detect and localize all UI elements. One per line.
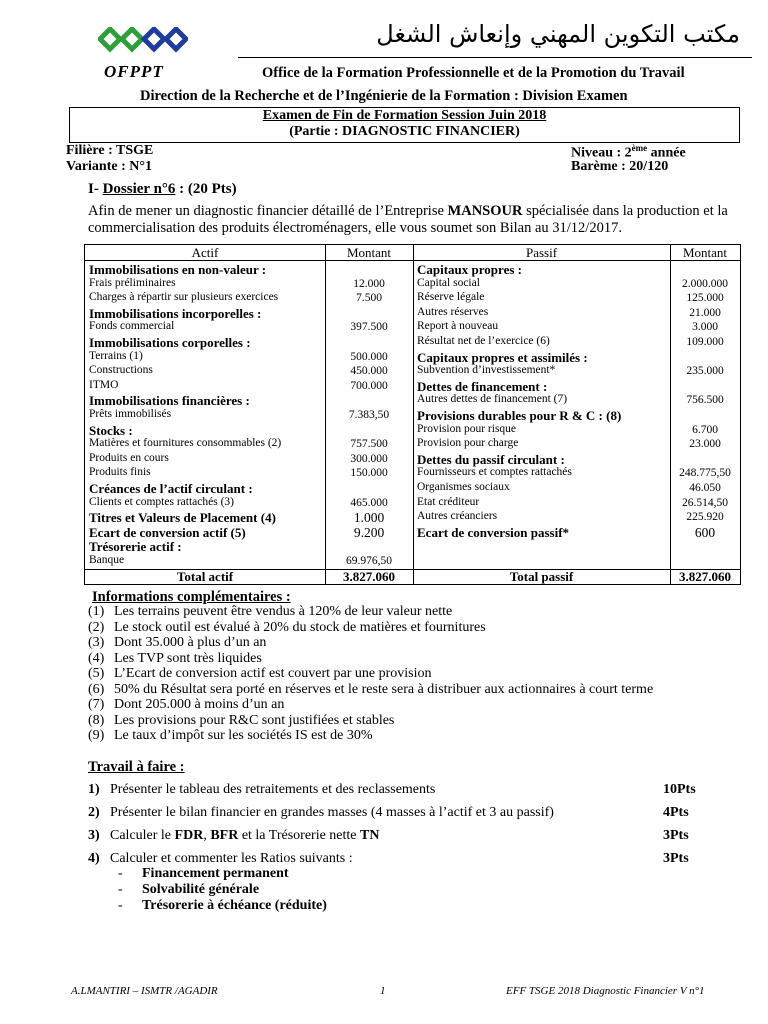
- passif-label: Dettes du passif circulant :: [417, 451, 565, 467]
- info-number: (3): [88, 635, 105, 650]
- task-4-text: Calculer et commenter les Ratios suivants :: [110, 851, 353, 866]
- passif-amount: 756.500: [686, 394, 724, 407]
- actif-label: Frais préliminaires: [89, 276, 176, 289]
- task-2-text: Présenter le bilan financier en grandes masses (4 masses à l’actif et 3 au passif): [110, 805, 554, 820]
- header-rule: [238, 57, 752, 58]
- passif-label: Capitaux propres :: [417, 262, 522, 277]
- task-4-points: 3Pts: [663, 851, 689, 866]
- total-actif-label: Total actif: [176, 569, 234, 584]
- actif-amount: 7.383,50: [348, 409, 390, 421]
- actif-label: Produits finis: [89, 466, 151, 479]
- info-number: (4): [88, 650, 105, 666]
- info-number: (7): [88, 697, 105, 712]
- niveau-suffix: année: [647, 145, 686, 161]
- info-number: (1): [88, 604, 105, 619]
- dossier-suffix: : (20 Pts): [175, 181, 237, 197]
- info-text: Le stock outil est évalué à 20% du stock de matières et fournitures: [114, 619, 486, 635]
- header-montant-actif: Montant: [346, 245, 392, 260]
- actif-amount: 397.500: [350, 321, 388, 334]
- ratio-label: Solvabilité générale: [142, 882, 260, 897]
- total-passif-value: 3.827.060: [679, 569, 731, 584]
- info-item: [88, 651, 262, 667]
- passif-amount: 235.000: [686, 365, 724, 378]
- info-item: [88, 666, 431, 682]
- footer-author: A.LMANTIRI – ISMTR /AGADIR: [71, 985, 218, 997]
- footer-page-number: 1: [380, 985, 386, 997]
- info-text: 50% du Résultat sera porté en réserves et le reste sera à distribuer aux actionnaires à court terme: [114, 681, 654, 697]
- passif-amount: 21.000: [689, 306, 721, 319]
- exam-box: [69, 107, 740, 143]
- travail-title: Travail à faire :: [88, 759, 185, 775]
- ratio-item: - Trésorerie à échéance (réduite): [118, 898, 327, 913]
- passif-label: Subvention d’investissement*: [417, 364, 556, 377]
- actif-label: Terrains (1): [89, 349, 143, 362]
- actif-amount: 500.000: [350, 350, 388, 363]
- intro-part1: Afin de mener un diagnostic financier détaillé de l’Entreprise: [88, 203, 448, 219]
- dossier-heading: [88, 181, 237, 198]
- actif-amount: 450.000: [350, 365, 388, 378]
- direction-title: Direction de la Recherche et de l’Ingénierie de la Formation : Division Examen: [140, 88, 628, 104]
- actif-amount: 700.000: [350, 379, 388, 392]
- task-1-points: 10Pts: [663, 782, 696, 797]
- info-item: [88, 604, 452, 620]
- passif-label: Autres réserves: [417, 305, 489, 318]
- office-title: Office de la Formation Professionnelle et de la Promotion du Travail: [262, 65, 685, 81]
- info-number: (8): [88, 712, 105, 728]
- info-item: [88, 682, 653, 698]
- actif-amount: 12.000: [353, 277, 385, 290]
- task-2: [88, 805, 554, 821]
- ratio-label: Financement permanent: [142, 866, 289, 881]
- passif-label: Report à nouveau: [417, 320, 499, 333]
- header-passif: Passif: [525, 245, 558, 260]
- info-number: (2): [88, 619, 105, 635]
- actif-amount: 150.000: [350, 467, 388, 480]
- header-actif: Actif: [191, 245, 219, 260]
- passif-amount: 23.000: [689, 438, 721, 451]
- actif-amount: 757.500: [350, 438, 388, 451]
- passif-label: Fournisseurs et comptes rattachés: [417, 466, 572, 479]
- passif-label: Capital social: [417, 276, 480, 289]
- actif-label: Produits en cours: [89, 451, 169, 464]
- passif-amount: 3.000: [692, 321, 718, 334]
- ratio-label: Trésorerie à échéance (réduite): [142, 898, 327, 913]
- actif-amount: 300.000: [350, 452, 388, 465]
- passif-amount: 6.700: [692, 423, 718, 436]
- footer-doc-title: EFF TSGE 2018 Diagnostic Financier V n°1: [506, 985, 705, 997]
- actif-label: Charges à répartir sur plusieurs exercices: [89, 291, 279, 304]
- info-text: Le taux d’impôt sur les sociétés IS est de 30%: [114, 728, 373, 743]
- task-3-tn: TN: [360, 828, 380, 843]
- niveau-sup: ème: [631, 143, 648, 153]
- passif-amount: 26.514,50: [682, 496, 728, 509]
- actif-amount: 7.500: [356, 292, 382, 305]
- task-3-text-c: et la Trésorerie nette: [238, 828, 360, 843]
- variante: Variante : N°1: [66, 159, 152, 174]
- passif-label: Organismes sociaux: [417, 481, 510, 493]
- actif-label: Fonds commercial: [89, 320, 175, 333]
- task-4: [88, 851, 353, 867]
- task-3-text-b: ,: [203, 828, 211, 843]
- actif-label: Prêts immobilisés: [89, 408, 172, 420]
- actif-label: Immobilisations en non-valeur :: [89, 262, 267, 277]
- actif-amount: 69.976,50: [346, 555, 392, 567]
- passif-amount: 248.775,50: [679, 467, 731, 480]
- actif-label: ITMO: [89, 378, 119, 391]
- info-text: Dont 205.000 à moins d’un an: [114, 697, 285, 712]
- actif-label: Clients et comptes rattachés (3): [89, 495, 234, 508]
- info-number: (5): [88, 666, 105, 681]
- info-text: L’Ecart de conversion actif est couvert par une provision: [114, 666, 432, 681]
- task-1-num: 1): [88, 782, 100, 797]
- actif-label: Créances de l’actif circulant :: [89, 481, 253, 496]
- passif-amount: 225.920: [686, 511, 724, 524]
- passif-amount: 125.000: [686, 292, 724, 305]
- passif-label: Capitaux propres et assimilés :: [417, 349, 588, 365]
- task-3-num: 3): [88, 828, 100, 843]
- info-text: Les provisions pour R&C sont justifiées et stables: [114, 712, 395, 728]
- task-3-fdr: FDR: [174, 828, 204, 843]
- arabic-title: مكتب التكوين المهني وإنعاش الشغل: [376, 20, 740, 48]
- passif-label: Etat créditeur: [417, 495, 480, 508]
- bilan-table: [84, 244, 741, 585]
- info-item: [88, 635, 266, 651]
- company-name: MANSOUR: [447, 203, 523, 219]
- header-montant-passif: Montant: [682, 245, 728, 260]
- passif-amount: 2.000.000: [682, 277, 728, 290]
- task-3-text-a: Calculer le: [110, 828, 175, 843]
- ratio-item: - Financement permanent: [118, 866, 289, 881]
- info-number: (6): [88, 681, 105, 697]
- passif-amount: 109.000: [686, 336, 724, 348]
- intro-paragraph: [88, 203, 738, 237]
- info-item: [88, 728, 373, 744]
- actif-label: Immobilisations corporelles :: [89, 335, 251, 350]
- passif-label: Provisions durables pour R & C : (8): [417, 408, 622, 423]
- info-text: Les terrains peuvent être vendus à 120% de leur valeur nette: [114, 604, 453, 619]
- info-number: (9): [88, 728, 105, 743]
- exam-subtitle: (Partie : DIAGNOSTIC FINANCIER): [289, 124, 520, 139]
- task-1: [88, 782, 435, 798]
- task-3: [88, 828, 379, 844]
- info-text: Les TVP sont très liquides: [114, 650, 262, 666]
- actif-label: Trésorerie actif :: [89, 539, 182, 555]
- actif-amount: 465.000: [350, 496, 388, 509]
- passif-label: Réserve légale: [417, 291, 485, 304]
- actif-label: Titres et Valeurs de Placement (4): [89, 510, 276, 526]
- actif-label: Banque: [89, 554, 125, 566]
- info-text: Dont 35.000 à plus d’un an: [114, 635, 267, 650]
- intro-part2: spécialisée dans la production et la commercialisation des produits électroménagers, elle vous soumet son Bilan au 31/12/2017.: [88, 203, 728, 236]
- actif-label: Stocks :: [89, 422, 133, 438]
- passif-label: Résultat net de l’exercice (6): [417, 335, 550, 347]
- passif-label: Dettes de financement :: [417, 378, 548, 394]
- passif-label: Ecart de conversion passif*: [417, 524, 570, 540]
- passif-label: Autres dettes de financement (7): [417, 393, 568, 406]
- passif-label: Autres créanciers: [417, 510, 498, 523]
- task-2-points: 4Pts: [663, 805, 689, 820]
- info-item: [88, 620, 486, 636]
- bareme: Barème : 20/120: [571, 159, 669, 174]
- actif-amount: 9.200: [353, 524, 385, 540]
- task-1-text: Présenter le tableau des retraitements et des reclassements: [110, 782, 436, 797]
- actif-label: Immobilisations incorporelles :: [89, 305, 262, 321]
- total-passif-label: Total passif: [509, 569, 574, 584]
- logo-text: OFPPT: [104, 62, 164, 81]
- filiere: Filière : TSGE: [66, 143, 154, 158]
- task-4-num: 4): [88, 851, 100, 866]
- actif-label: Constructions: [89, 364, 153, 377]
- exam-title: Examen de Fin de Formation Session Juin 2018: [262, 108, 547, 123]
- passif-label: Provision pour risque: [417, 422, 517, 435]
- total-actif-value: 3.827.060: [343, 569, 395, 584]
- task-3-points: 3Pts: [663, 828, 689, 843]
- task-2-num: 2): [88, 805, 100, 820]
- ratio-item: - Solvabilité générale: [118, 882, 260, 897]
- dossier-prefix: I-: [88, 181, 103, 197]
- actif-amount: 1.000: [353, 510, 385, 526]
- niveau-prefix: Niveau : 2: [571, 145, 632, 161]
- ofppt-logo-icon: [98, 27, 188, 57]
- task-3-bfr: BFR: [210, 828, 239, 843]
- info-item: [88, 697, 284, 713]
- passif-amount: 46.050: [689, 482, 721, 494]
- info-title: Informations complémentaires :: [92, 589, 291, 605]
- dossier-label: Dossier n°6: [102, 181, 176, 197]
- passif-amount: 600: [694, 524, 716, 540]
- passif-label: Provision pour charge: [417, 437, 519, 450]
- info-item: [88, 713, 394, 729]
- actif-label: Ecart de conversion actif (5): [89, 524, 246, 540]
- actif-label: Matières et fournitures consommables (2): [89, 437, 282, 450]
- actif-label: Immobilisations financières :: [89, 393, 250, 409]
